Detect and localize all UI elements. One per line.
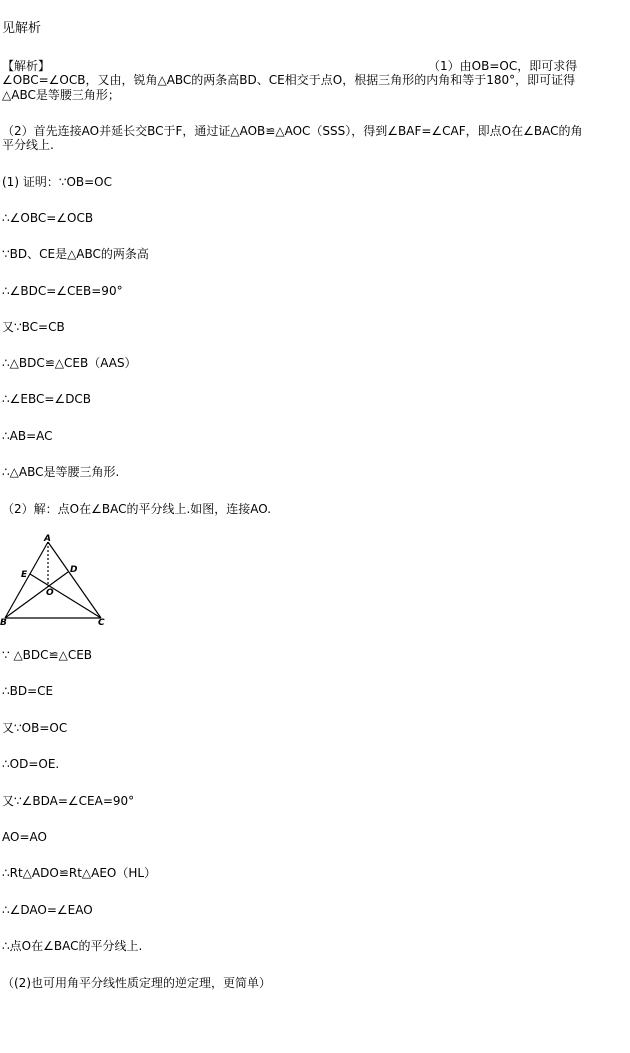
analysis-part1-line2: ∠OBC=∠OCB，又由，锐角△ABC的两条高BD、CE相交于点O，根据三角形的内角和等于180°，即可证得 [2, 73, 576, 87]
closing-note: （(2)也可用角平分线性质定理的逆定理，更简单） [2, 976, 271, 990]
proof2-step: AO=AO [2, 830, 47, 844]
label-e: E [21, 570, 28, 580]
altitude-bd [5, 572, 68, 618]
proof2-step: 又∵OB=OC [2, 721, 68, 735]
proof2-step: ∴点O在∠BAC的平分线上. [2, 939, 143, 953]
label-d: D [70, 565, 78, 575]
proof2-step: ∵ △BDC≌△CEB [2, 648, 93, 662]
proof1-step: ∴∠OBC=∠OCB [2, 211, 94, 225]
proof1-step: 又∵BC=CB [2, 320, 65, 334]
label-a: A [44, 534, 51, 544]
label-o: O [46, 588, 54, 598]
side-ac [48, 542, 101, 618]
label-b: B [0, 618, 7, 628]
proof2-step: 又∵∠BDA=∠CEA=90° [2, 794, 135, 808]
label-c: C [98, 618, 105, 628]
triangle-figure [0, 532, 110, 628]
proof2-step: ∴Rt△ADO≌Rt△AEO（HL） [2, 866, 157, 880]
analysis-part2-line1: （2）首先连接AO并延长交BC于F，通过证△AOB≌△AOC（SSS），得到∠BAF=∠CAF，即点O在∠BAC的角 [2, 124, 583, 138]
proof1-step: ∴△ABC是等腰三角形. [2, 465, 120, 479]
proof2-intro: （2）解：点O在∠BAC的平分线上.如图，连接AO. [2, 502, 272, 516]
proof2-step: ∴OD=OE. [2, 757, 60, 771]
analysis-part2-line2: 平分线上. [2, 138, 54, 152]
proof2-step: ∴∠DAO=∠EAO [2, 903, 93, 917]
proof1-step: ∵BD、CE是△ABC的两条高 [2, 247, 149, 261]
side-ab [5, 542, 48, 618]
proof1-step: ∴AB=AC [2, 429, 53, 443]
altitude-ce [30, 574, 101, 618]
proof1-step: ∴∠BDC=∠CEB=90° [2, 284, 123, 298]
analysis-part1-head: （1）由OB=OC，即可求得 [428, 59, 578, 73]
proof1-step: (1) 证明：∵OB=OC [2, 175, 113, 189]
proof1-step: ∴∠EBC=∠DCB [2, 392, 92, 406]
proof1-step: ∴△BDC≌△CEB（AAS） [2, 356, 137, 370]
proof2-step: ∴BD=CE [2, 684, 54, 698]
analysis-part1-line3: △ABC是等腰三角形； [2, 88, 120, 102]
answer-header: 见解析 [2, 21, 42, 36]
analysis-label: 【解析】 [2, 59, 51, 73]
